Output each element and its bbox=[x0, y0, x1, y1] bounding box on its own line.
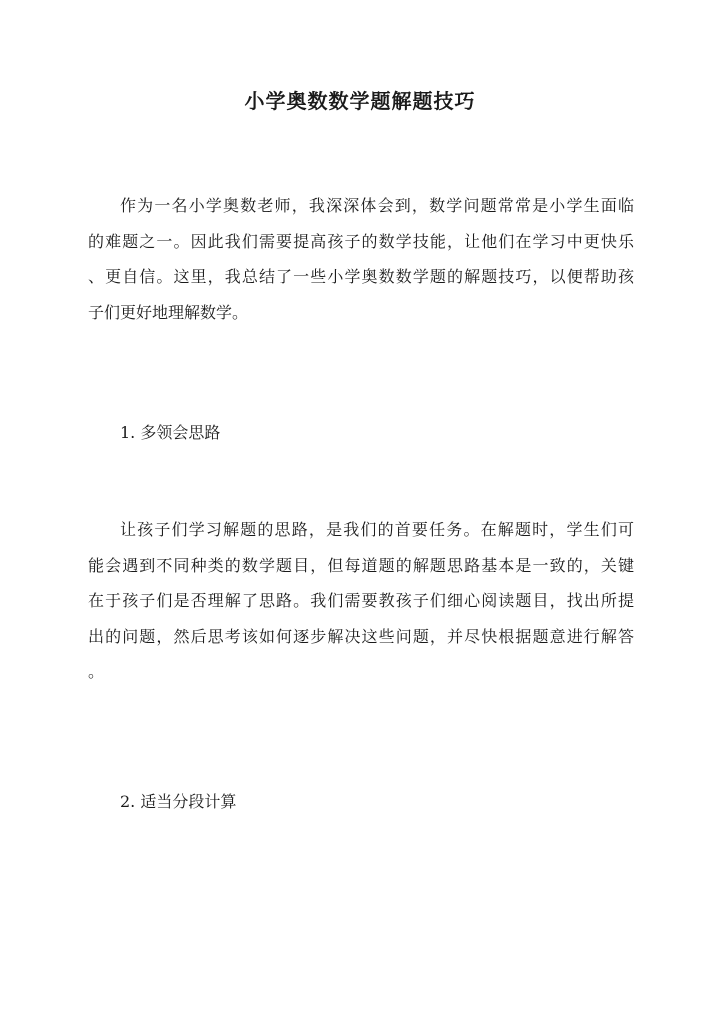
paragraph-line: 子们更好地理解数学。 bbox=[88, 302, 249, 322]
paragraph-line: 让孩子们学习解题的思路，是我们的首要任务。在解题时，学生们可 bbox=[120, 520, 634, 539]
paragraph-line: 作为一名小学奥数老师，我深深体会到，数学问题常常是小学生面临 bbox=[120, 196, 634, 215]
document-title: 小学奥数数学题解题技巧 bbox=[244, 89, 476, 113]
section-heading-1: 1. 多领会思路 bbox=[120, 423, 221, 442]
paragraph-line: 、更自信。这里，我总结了一些小学奥数数学题的解题技巧，以便帮助孩 bbox=[88, 267, 634, 286]
intro-paragraph bbox=[88, 188, 634, 330]
paragraph-line: 的难题之一。因此我们需要提高孩子的数学技能，让他们在学习中更快乐 bbox=[88, 231, 634, 251]
paragraph-line: 。 bbox=[88, 662, 105, 681]
paragraph-line: 在于孩子们是否理解了思路。我们需要教孩子们细心阅读题目，找出所提 bbox=[88, 591, 634, 610]
section-1-paragraph bbox=[88, 512, 634, 690]
paragraph-line: 出的问题，然后思考该如何逐步解决这些问题，并尽快根据题意进行解答 bbox=[88, 626, 634, 646]
section-heading-2: 2. 适当分段计算 bbox=[120, 792, 237, 811]
paragraph-line: 能会遇到不同种类的数学题目，但每道题的解题思路基本是一致的，关键 bbox=[88, 555, 634, 575]
